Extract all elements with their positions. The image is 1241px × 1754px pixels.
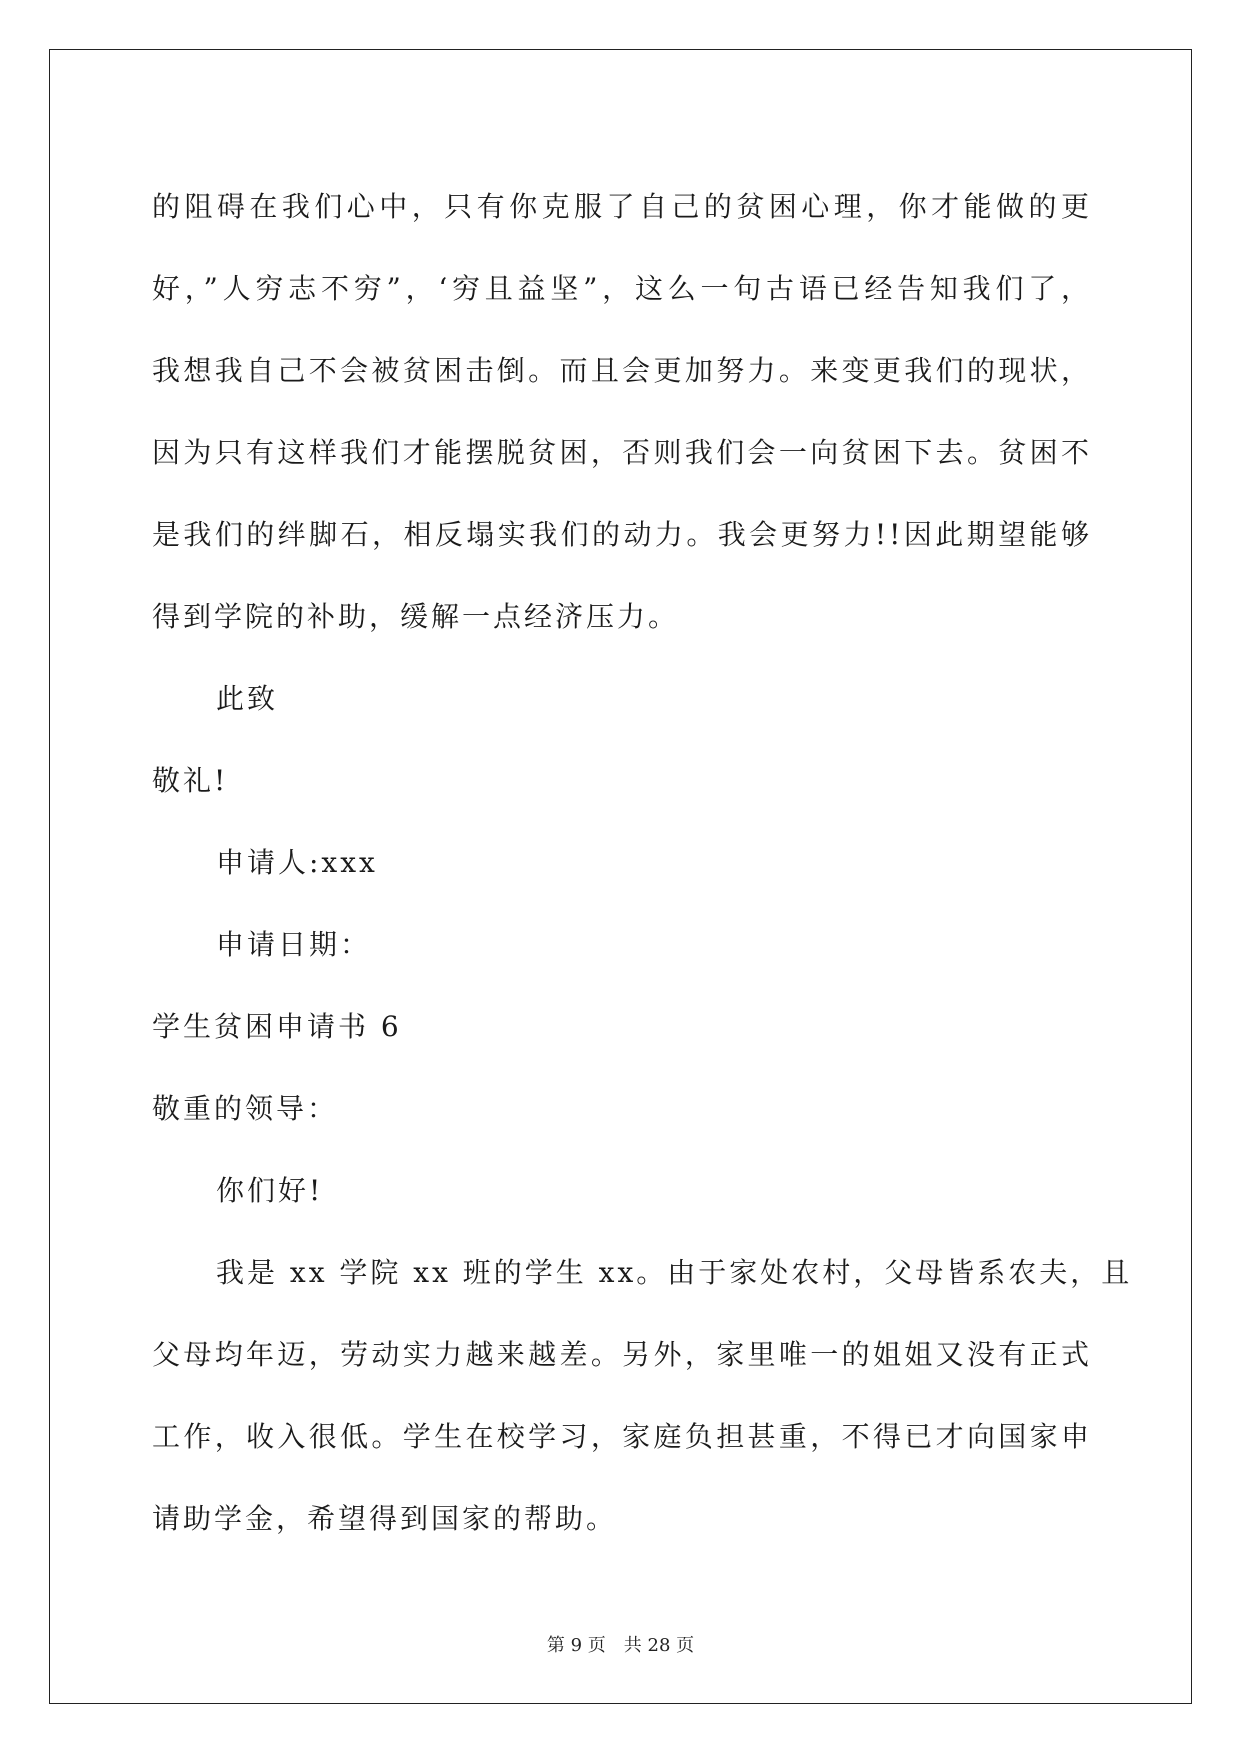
letter-greeting: 你们好! [216,1174,324,1207]
paragraph-line: 因为只有这样我们才能摆脱贫困，否则我们会一向贫困下去。贫困不 [152,436,1092,469]
letter-addressee: 敬重的领导： [152,1092,339,1125]
paragraph-line: 的阻碍在我们心中，只有你克服了自己的贫困心理，你才能做的更 [152,190,1092,223]
paragraph-line: 父母均年迈，劳动实力越来越差。另外，家里唯一的姐姐又没有正式 [152,1338,1092,1371]
page-number-footer: 第 9 页 共 28 页 [546,1635,695,1656]
paragraph-line: 工作，收入很低。学生在校学习，家庭负担甚重，不得已才向国家申 [152,1420,1092,1453]
paragraph-line: 好，”人穷志不穷”，‘穷且益坚”，这么一句古语已经告知我们了， [152,272,1092,305]
paragraph-line: 我是 xx 学院 xx 班的学生 xx。由于家处农村，父母皆系农夫，且 [216,1256,1133,1289]
paragraph-line: 是我们的绊脚石，相反塌实我们的动力。我会更努力!!因此期望能够 [152,518,1092,551]
paragraph-line: 得到学院的补助，缓解一点经济压力。 [152,600,680,633]
closing-salutation: 此致 [216,682,279,715]
application-date: 申请日期： [216,928,372,961]
section-title: 学生贫困申请书 6 [152,1010,402,1043]
paragraph-line: 请助学金，希望得到国家的帮助。 [152,1502,618,1535]
paragraph-line: 我想我自己不会被贫困击倒。而且会更加努力。来变更我们的现状， [152,354,1092,387]
applicant-name: 申请人:xxx [216,846,378,879]
closing-regards: 敬礼! [152,764,229,797]
document-body [152,166,1133,1560]
